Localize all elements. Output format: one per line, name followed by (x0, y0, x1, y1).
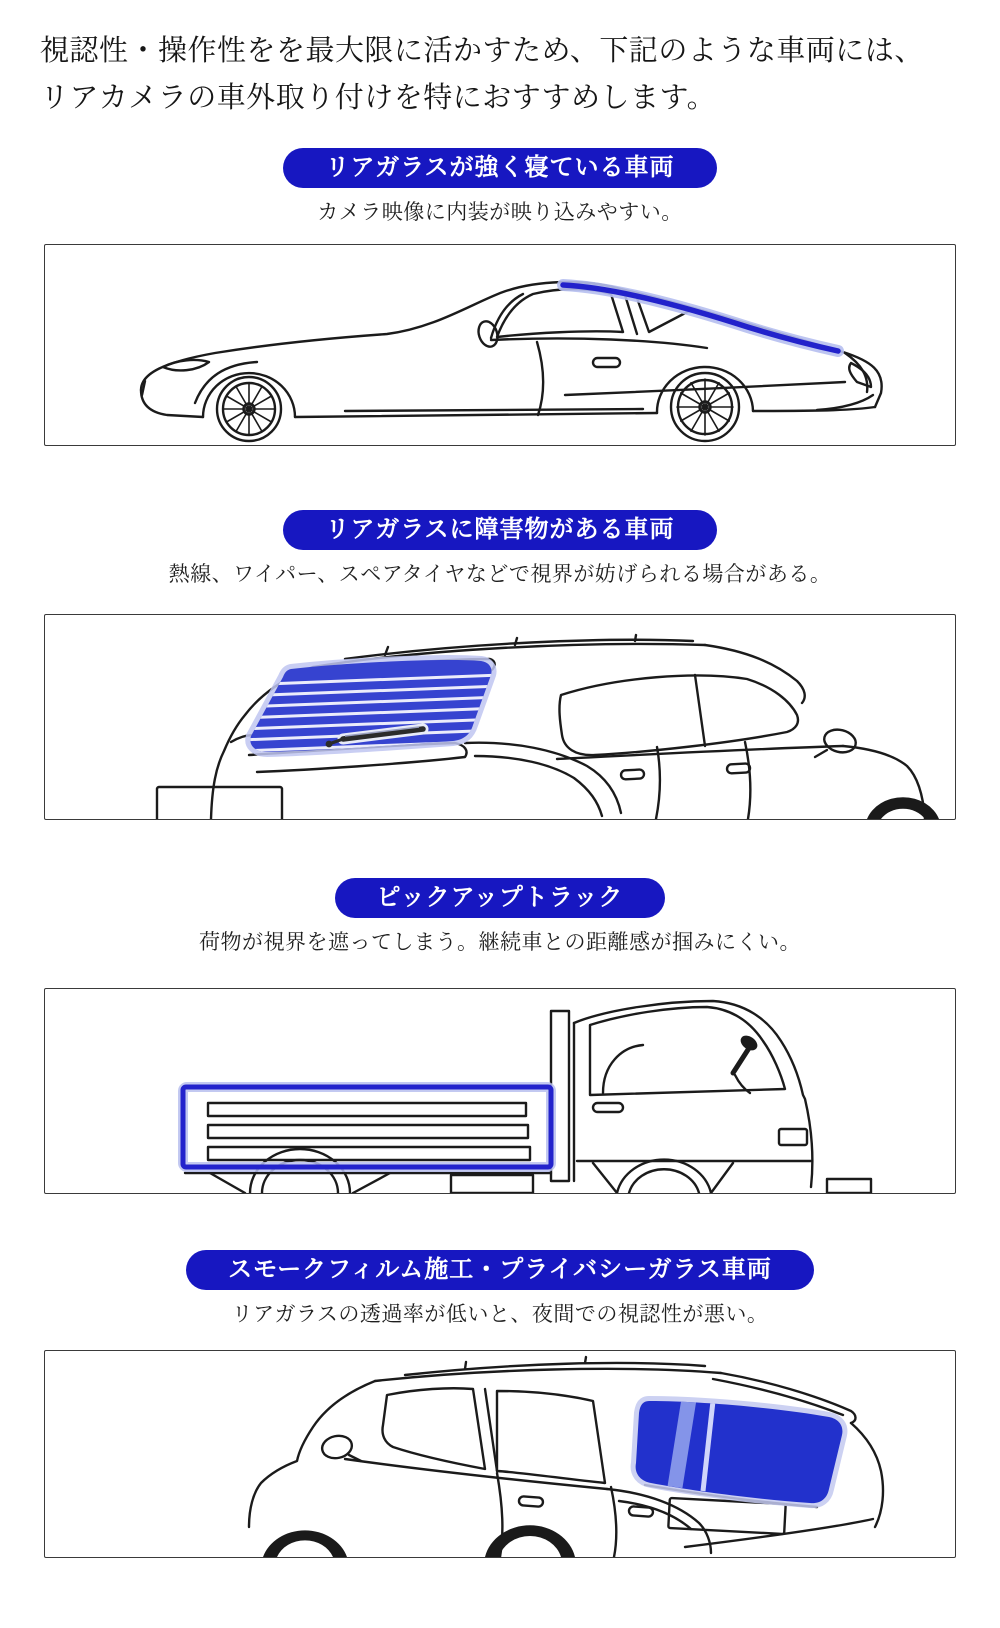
page-heading (40, 28, 960, 122)
vehicle-type-badge: リアガラスが強く寝ている車両 (283, 148, 716, 188)
illustration-box (44, 614, 956, 820)
section-pickup-truck (0, 878, 1000, 1194)
front-wheel-arch-shadow (867, 797, 939, 819)
vehicle-type-badge: スモークフィルム施工・プライバシーガラス車両 (186, 1250, 814, 1290)
section-sloped-rear-glass (0, 148, 1000, 446)
badge-row (0, 510, 1000, 550)
vehicle-type-badge: リアガラスに障害物がある車両 (283, 510, 716, 550)
badge-row (0, 1250, 1000, 1290)
vehicle-type-badge: ピックアップトラック (335, 878, 666, 918)
heading-line-1: 視認性・操作性をを最大限に活かすため、下記のような車両には、 (40, 35, 924, 67)
heading-line-2: リアカメラの車外取り付けを特におすすめします。 (40, 82, 717, 114)
vehicle-caption: 荷物が視界を遮ってしまう。継続車との距離感が掴みにくい。 (199, 931, 801, 954)
rear-glass-defroster-highlight (240, 660, 500, 752)
badge-row (0, 148, 1000, 188)
rear-glass-highlight-line (563, 285, 838, 351)
vehicle-caption: 熱線、ワイパー、スペアタイヤなどで視界が妨げられる場合がある。 (168, 563, 832, 586)
section-rear-glass-obstacles (0, 510, 1000, 820)
tinted-rear-glass-highlight (636, 1399, 843, 1503)
vehicle-caption: カメラ映像に内装が映り込みやすい。 (317, 201, 683, 224)
cargo-bed-highlight (183, 1087, 551, 1167)
illustration-box (44, 988, 956, 1194)
badge-row (0, 878, 1000, 918)
vehicle-caption: リアガラスの透過率が低いと、夜間での視認性が悪い。 (231, 1303, 769, 1326)
hatchback-tinted-glass-illustration (45, 1351, 955, 1557)
kei-truck-illustration (45, 989, 955, 1193)
section-privacy-glass (0, 1250, 1000, 1558)
coupe-illustration (45, 245, 955, 445)
page (0, 28, 1000, 1558)
front-wheel-arch-shadow (263, 1530, 347, 1557)
illustration-box (44, 1350, 956, 1558)
hatchback-defroster-illustration (45, 615, 955, 819)
illustration-box (44, 244, 956, 446)
rear-wheel-arch-shadow (485, 1525, 575, 1557)
